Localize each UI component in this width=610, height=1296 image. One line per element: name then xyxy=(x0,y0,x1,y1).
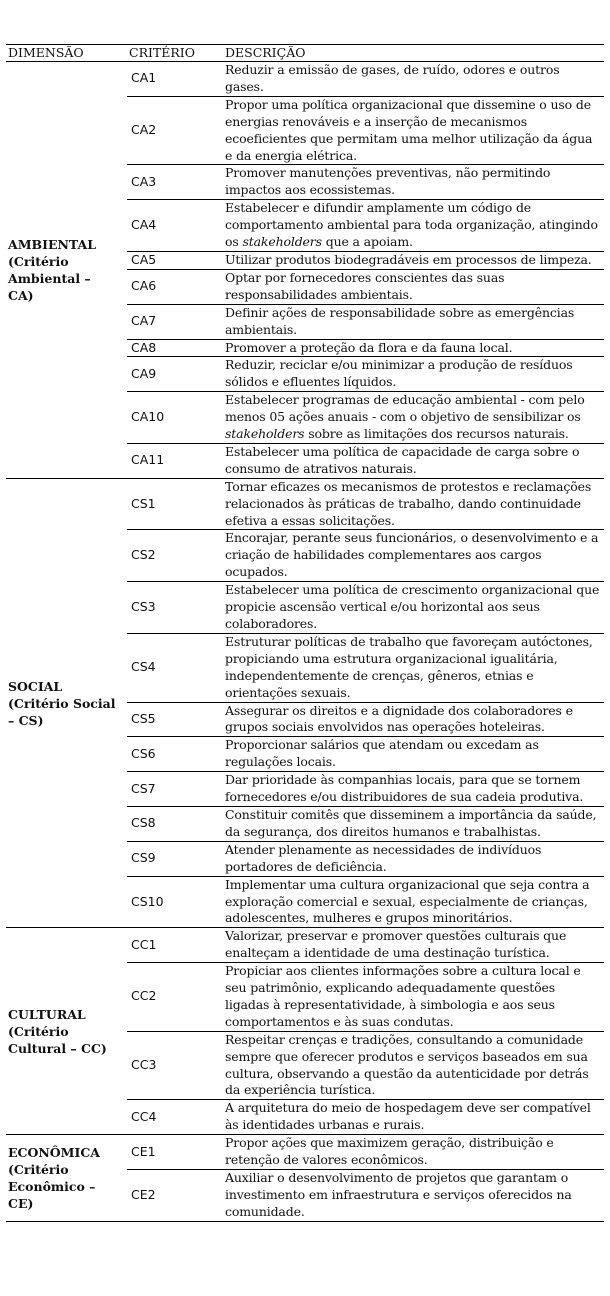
criterion-code: CA4 xyxy=(127,200,223,252)
table-header-row xyxy=(6,45,604,62)
criterion-description xyxy=(223,62,604,97)
criterion-code: CS8 xyxy=(127,806,223,841)
criterion-code: CS6 xyxy=(127,737,223,772)
criterion-code: CC2 xyxy=(127,963,223,1032)
criterion-description xyxy=(223,1100,604,1135)
dimension-label-line: CULTURAL xyxy=(8,1006,86,1022)
criterion-description xyxy=(223,339,604,357)
description-text: Estabelecer programas de educação ambiental - com pelo menos 05 ações anuais - com o objetivo de sensibilizar os xyxy=(225,392,585,425)
description-text: Auxiliar o desenvolvimento de projetos que garantam o investimento em infraestrutura e serviços oferecidos na comunidade. xyxy=(225,1170,572,1219)
header-description: DESCRIÇÃO xyxy=(223,45,604,62)
criterion-code: CA9 xyxy=(127,357,223,392)
dimension-cell xyxy=(6,1135,127,1222)
criterion-description xyxy=(223,443,604,478)
criterion-code: CA11 xyxy=(127,443,223,478)
criterion-description xyxy=(223,200,604,252)
table-row xyxy=(6,928,604,963)
criterion-code: CA3 xyxy=(127,165,223,200)
criterion-description xyxy=(223,582,604,634)
description-text: Assegurar os direitos e a dignidade dos colaboradores e grupos sociais envolvidos nas operações hoteleiras. xyxy=(225,702,573,735)
description-text: Encorajar, perante seus funcionários, o desenvolvimento e a criação de habilidades complementares aos cargos ocupados. xyxy=(225,530,599,580)
description-text: Estruturar políticas de trabalho que favoreçam autóctones, propiciando uma estrutura organizacional igualitária, independentemente de crenças, gêneros, etnias e orientações sexuais. xyxy=(225,633,593,700)
criterion-description xyxy=(223,1031,604,1100)
dimension-label-line: CA) xyxy=(8,287,34,303)
header-dimension: DIMENSÃO xyxy=(6,45,127,62)
dimension-label-line: (Critério xyxy=(8,1023,69,1039)
criteria-table xyxy=(6,44,604,1222)
table-row xyxy=(6,62,604,97)
criterion-description xyxy=(223,96,604,165)
dimension-cell xyxy=(6,478,127,928)
description-text: Dar prioridade às companhias locais, para que se tornem fornecedores e/ou distribuidores de sua cadeia produtiva. xyxy=(225,772,584,805)
criterion-code: CE1 xyxy=(127,1135,223,1170)
description-text: Utilizar produtos biodegradáveis em processos de limpeza. xyxy=(225,251,592,267)
criterion-code: CA6 xyxy=(127,269,223,304)
criterion-code: CA10 xyxy=(127,392,223,444)
description-text: A arquitetura do meio de hospedagem deve ser compatível às identidades urbanas e rurais. xyxy=(225,1100,591,1133)
criterion-description xyxy=(223,392,604,444)
criterion-description xyxy=(223,772,604,807)
description-text: Definir ações de responsabilidade sobre as emergências ambientais. xyxy=(225,304,575,337)
dimension-label-line: Ambiental – xyxy=(8,270,91,286)
criterion-code: CC3 xyxy=(127,1031,223,1100)
criterion-description xyxy=(223,1170,604,1222)
dimension-label-line: Cultural – CC) xyxy=(8,1040,107,1056)
description-text: sobre as limitações dos recursos naturais. xyxy=(304,426,569,442)
dimension-label-line: (Critério Social xyxy=(8,695,116,711)
criterion-description xyxy=(223,478,604,530)
description-text: Estabelecer uma política de crescimento organizacional que propicie ascensão vertical e/ou horizontal aos seus colaboradores. xyxy=(225,582,600,631)
description-text: Constituir comitês que disseminem a importância da saúde, da segurança, dos direitos humanos e trabalhistas. xyxy=(225,806,597,839)
dimension-cell xyxy=(6,928,127,1135)
dimension-label-line: (Critério xyxy=(8,1161,69,1177)
description-text: Tornar eficazes os mecanismos de protestos e reclamações relacionados às práticas de trabalho, dando continuidade efetiva a essas solicitações. xyxy=(225,478,592,528)
criterion-code: CS7 xyxy=(127,772,223,807)
description-text: Propor ações que maximizem geração, distribuição e retenção de valores econômicos. xyxy=(225,1135,554,1168)
dimension-label-line: Econômico – xyxy=(8,1178,96,1194)
dimension-cell xyxy=(6,62,127,479)
criterion-code: CS4 xyxy=(127,633,223,702)
criterion-code: CE2 xyxy=(127,1170,223,1222)
description-text: Optar por fornecedores conscientes das suas responsabilidades ambientais. xyxy=(225,269,505,302)
criterion-code: CA8 xyxy=(127,339,223,357)
criterion-code: CS3 xyxy=(127,582,223,634)
description-text: Propor uma política organizacional que dissemine o uso de energias renováveis e a inserção de mecanismos ecoeficientes que permitam uma melhor utilização da água e da energia elétrica. xyxy=(225,96,593,163)
table-row xyxy=(6,478,604,530)
criterion-description xyxy=(223,165,604,200)
criterion-code: CC1 xyxy=(127,928,223,963)
dimension-label-line: (Critério xyxy=(8,253,69,269)
description-text: Estabelecer e difundir amplamente um código de comportamento ambiental para toda organização, atingindo os xyxy=(225,200,598,250)
criterion-code: CS9 xyxy=(127,841,223,876)
dimension-label-line: CE) xyxy=(8,1195,34,1211)
criterion-description xyxy=(223,841,604,876)
description-text: Implementar uma cultura organizacional que seja contra a exploração comercial e sexual, especialmente de crianças, adolescentes, mulheres e grupos minoritários. xyxy=(225,876,590,926)
criterion-description xyxy=(223,928,604,963)
criterion-description xyxy=(223,737,604,772)
dimension-label-line: AMBIENTAL xyxy=(8,236,97,252)
criterion-code: CS10 xyxy=(127,876,223,928)
criterion-description xyxy=(223,357,604,392)
criterion-code: CA1 xyxy=(127,62,223,97)
description-text: Proporcionar salários que atendam ou excedam as regulações locais. xyxy=(225,737,539,770)
criterion-description xyxy=(223,633,604,702)
italic-term: stakeholders xyxy=(242,234,322,250)
criterion-description xyxy=(223,530,604,582)
criterion-code: CS2 xyxy=(127,530,223,582)
description-text: Estabelecer uma política de capacidade de carga sobre o consumo de atrativos naturais. xyxy=(225,443,580,476)
description-text: Respeitar crenças e tradições, consultando a comunidade sempre que oferecer produtos e serviços baseados em sua cultura, observando a questão da autenticidade por detrás da experiência turística. xyxy=(225,1031,589,1098)
criterion-code: CA7 xyxy=(127,304,223,339)
criterion-description xyxy=(223,702,604,737)
description-text: Propiciar aos clientes informações sobre a cultura local e seu patrimônio, explicando adequadamente questões ligadas à representatividade, à simbologia e aos seus comportamentos e às suas condutas. xyxy=(225,963,581,1029)
criterion-code: CS5 xyxy=(127,702,223,737)
criterion-description xyxy=(223,269,604,304)
description-text: que a apoiam. xyxy=(321,234,413,250)
table-body xyxy=(6,62,604,1222)
criterion-description xyxy=(223,1135,604,1170)
dimension-label-line: ECONÔMICA xyxy=(8,1144,101,1160)
header-criterion: CRITÉRIO xyxy=(127,45,223,62)
description-text: Promover manutenções preventivas, não permitindo impactos aos ecossistemas. xyxy=(225,165,551,198)
criterion-description xyxy=(223,876,604,928)
criterion-description xyxy=(223,806,604,841)
description-text: Atender plenamente as necessidades de indivíduos portadores de deficiência. xyxy=(225,841,542,874)
criterion-code: CS1 xyxy=(127,478,223,530)
criterion-description xyxy=(223,963,604,1032)
criterion-code: CA2 xyxy=(127,96,223,165)
description-text: Reduzir a emissão de gases, de ruído, odores e outros gases. xyxy=(225,62,560,94)
criterion-description xyxy=(223,251,604,269)
criteria-document xyxy=(6,44,604,1222)
italic-term: stakeholders xyxy=(225,426,305,442)
dimension-label-line: SOCIAL xyxy=(8,678,63,694)
criterion-code: CA5 xyxy=(127,251,223,269)
dimension-label-line: – CS) xyxy=(8,712,44,728)
description-text: Valorizar, preservar e promover questões culturais que enalteçam a identidade de uma destinação turística. xyxy=(225,928,567,961)
description-text: Promover a proteção da flora e da fauna local. xyxy=(225,339,513,355)
criterion-description xyxy=(223,304,604,339)
table-row xyxy=(6,1135,604,1170)
description-text: Reduzir, reciclar e/ou minimizar a produção de resíduos sólidos e efluentes líquidos. xyxy=(225,357,573,390)
criterion-code: CC4 xyxy=(127,1100,223,1135)
